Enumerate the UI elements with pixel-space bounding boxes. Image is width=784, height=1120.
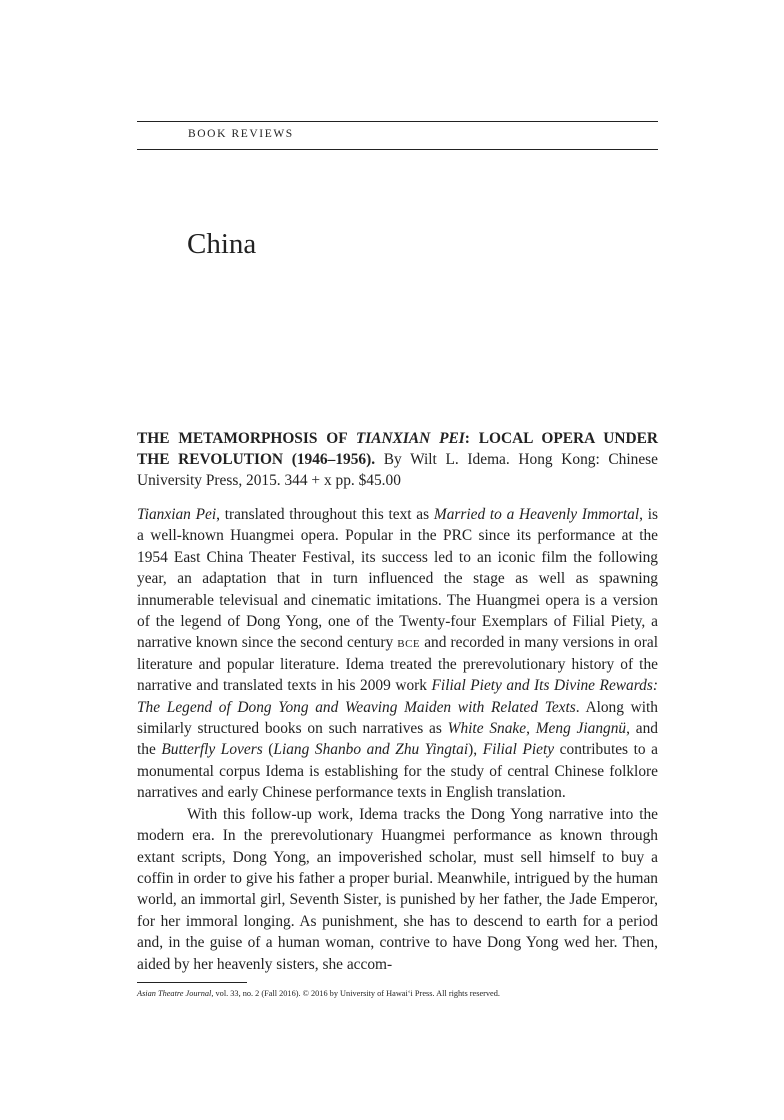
- italic-title: White Snake: [447, 720, 527, 738]
- header-bottom-rule: [137, 149, 658, 150]
- text-run: ),: [468, 741, 483, 759]
- footnote-rule: [137, 982, 247, 983]
- book-title-post: : LOCAL OPERA UNDER THE REVOLUTION (1946–1956).: [137, 430, 658, 468]
- italic-title: Filial Piety: [482, 741, 555, 759]
- header-top-rule: [137, 121, 658, 122]
- book-title-italic: TIANXIAN PEI: [355, 430, 465, 447]
- section-title: China: [187, 228, 257, 260]
- text-run: , is a well-known Huangmei opera. Popular in the PRC since its performance at the 1954 East China Theater Festival, its success led to an iconic film the following year, an adaptation that in turn influenced the stage as well as spawning innumerable televisual and cinematic imitations. The Huangmei opera is a version of the legend of Dong Yong, one of the Twenty-four Exemplars of Filial Piety, a narrative known since the second century: [137, 506, 658, 652]
- text-run: and recorded in many versions in oral literature and popular literature. Idema treated the prerevolutionary history of the narrative and translated texts in his 2009 work: [137, 634, 658, 695]
- review-citation: [137, 428, 658, 491]
- text-run: , translated throughout this text as: [216, 506, 434, 523]
- text-run: . Along with similarly structured books on such narratives as: [137, 698, 658, 738]
- text-run: (: [262, 741, 274, 759]
- running-header: BOOK REVIEWS: [188, 128, 294, 140]
- italic-title: Filial Piety and Its Divine Rewards: The Legend of Dong Yong and Weaving Maiden with Related Texts: [137, 677, 658, 716]
- body-paragraph-2: With this follow-up work, Idema tracks the Dong Yong narrative into the modern era. In the prerevolutionary Huangmei performance as known through extant scripts, Dong Yong, an impoverished scholar, must sell himself to buy a coffin in order to give his father a proper burial. Meanwhile, intrigued by the human world, an immortal girl, Seventh Sister, is punished by her father, the Jade Emperor, for her immoral longing. As punishment, she has to descend to earth for a period and, in the guise of a human woman, contrive to have Dong Yong wed her. Then, aided by her heavenly sisters, she accom-: [137, 805, 658, 973]
- footnote-journal: Asian Theatre Journal: [137, 989, 212, 998]
- book-byline: By Wilt L. Idema. Hong Kong: Chinese University Press, 2015. 344 + x pp. $45.00: [137, 451, 658, 489]
- italic-title: Meng Jiangnü: [535, 720, 627, 738]
- text-run: , and the: [137, 720, 658, 759]
- footnote-text: , vol. 33, no. 2 (Fall 2016). © 2016 by University of Hawai‘i Press. All rights reserved.: [211, 989, 500, 998]
- small-caps-era: bce: [397, 634, 421, 652]
- italic-title: Married to a Heavenly Immortal: [433, 506, 640, 523]
- text-run: contributes to a monumental corpus Idema is establishing for the study of central Chinese folklore narratives and early Chinese performance texts in English translation.: [137, 741, 658, 802]
- book-title-pre: THE METAMORPHOSIS OF: [137, 430, 356, 447]
- italic-title: Liang Shanbo and Zhu Yingtai: [273, 741, 469, 759]
- text-run: ,: [526, 720, 536, 738]
- review-body: [137, 504, 658, 975]
- italic-title: Tianxian Pei: [137, 506, 217, 523]
- italic-title: Butterfly Lovers: [161, 741, 263, 759]
- footnote: [137, 989, 658, 998]
- body-paragraph-1: [137, 504, 658, 804]
